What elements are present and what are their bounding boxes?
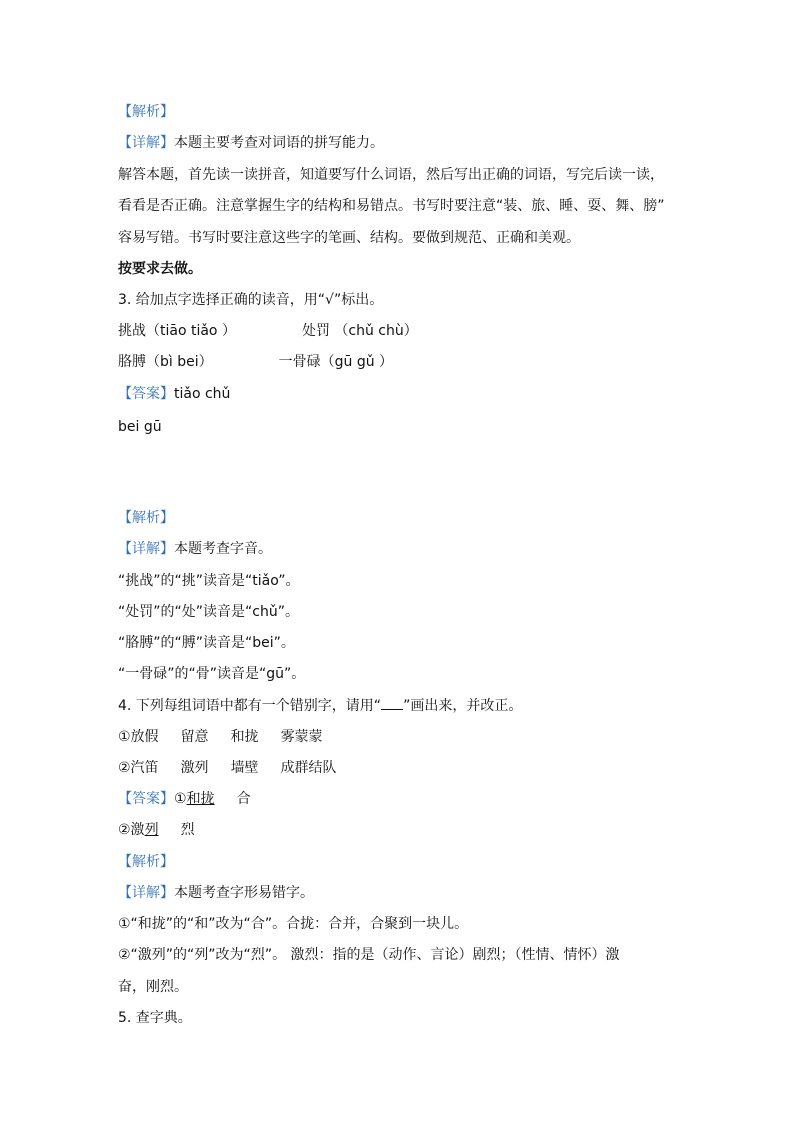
underlined-word: 和拢 (186, 791, 215, 807)
analysis-label: 【解析】 (118, 104, 174, 120)
word: 留意 (180, 729, 209, 745)
detail-text: 本题考查字形易错字。 (174, 885, 314, 901)
detail-text: 本题主要考查对词语的拼写能力。 (174, 135, 384, 151)
explanation-line: “挑战”的“挑”读音是“tiǎo”。 (118, 573, 300, 589)
detail-label: 【详解】 (118, 885, 174, 901)
paragraph-line: 容易写错。书写时要注意这些字的笔画、结构。要做到规范、正确和美观。 (118, 230, 580, 246)
word-group-1 (118, 727, 323, 747)
underlined-word: 列 (144, 822, 159, 838)
paragraph-line: 解答本题，首先读一读拼音，知道要写什么词语，然后写出正确的词语，写完后读一读， (118, 167, 664, 183)
answer-prefix: ① (174, 791, 187, 807)
answer-text: tiǎo chǔ (174, 386, 231, 402)
prompt-text: 4. 下列每组词语中都有一个错别字，请用“ (118, 698, 382, 714)
detail-line (118, 883, 314, 903)
prompt-text: ”画出来，并改正。 (403, 698, 523, 714)
word: ①放假 (118, 729, 159, 745)
answer-line (118, 820, 195, 840)
correction: 合 (236, 791, 251, 807)
option-word: 处罚 （chǔ chù） (301, 323, 418, 339)
explanation-line: 奋，刚烈。 (118, 979, 188, 995)
section-heading: 按要求去做。 (118, 261, 202, 277)
answer-label: 【答案】 (118, 386, 174, 402)
option-word: 挑战（tiāo tiǎo ） (118, 323, 236, 339)
answer-label: 【答案】 (118, 791, 174, 807)
word-group-2 (118, 758, 337, 778)
word: ②汽笛 (118, 760, 159, 776)
detail-label: 【详解】 (118, 541, 174, 557)
correction: 烈 (180, 822, 195, 838)
question-5-prompt: 5. 查字典。 (118, 1010, 192, 1026)
answer-line (118, 384, 230, 404)
question-4-prompt (118, 696, 522, 716)
detail-text: 本题考查字音。 (174, 541, 272, 557)
explanation-line: “胳膊”的“膊”读音是“bei”。 (118, 635, 295, 651)
word: 成群结队 (280, 760, 337, 776)
paragraph-line: 看看是否正确。注意掌握生字的结构和易错点。书写时要注意“装、旅、睡、耍、舞、膀” (118, 198, 665, 214)
question-3-prompt: 3. 给加点字选择正确的读音，用“√”标出。 (118, 292, 384, 308)
explanation-line: “一骨碌”的“骨”读音是“gū”。 (118, 666, 306, 682)
question-3-row-1 (118, 321, 418, 341)
option-word: 一骨碌（gū gǔ ） (278, 354, 394, 370)
detail-label: 【详解】 (118, 135, 174, 151)
word: 激列 (180, 760, 209, 776)
word: 雾蒙蒙 (280, 729, 323, 745)
explanation-line: “处罚”的“处”读音是“chǔ”。 (118, 604, 299, 620)
analysis-label: 【解析】 (118, 510, 174, 526)
question-3-row-2 (118, 352, 393, 372)
answer-line: bei gū (118, 419, 162, 435)
explanation-line: ②“激列”的“列”改为“烈”。 激烈：指的是（动作、言论）剧烈；（性情、情怀）激 (118, 947, 620, 963)
answer-line (118, 789, 251, 809)
explanation-line: ①“和拢”的“和”改为“合”。合拢：合并，合聚到一块儿。 (118, 916, 469, 932)
analysis-label: 【解析】 (118, 854, 174, 870)
word: 和拢 (230, 729, 259, 745)
underline-mark (381, 697, 403, 710)
option-word: 胳膊（bì bei） (118, 354, 213, 370)
answer-prefix: ②激 (118, 822, 145, 838)
detail-line (118, 539, 272, 559)
word: 墙壁 (230, 760, 259, 776)
detail-line (118, 133, 384, 153)
